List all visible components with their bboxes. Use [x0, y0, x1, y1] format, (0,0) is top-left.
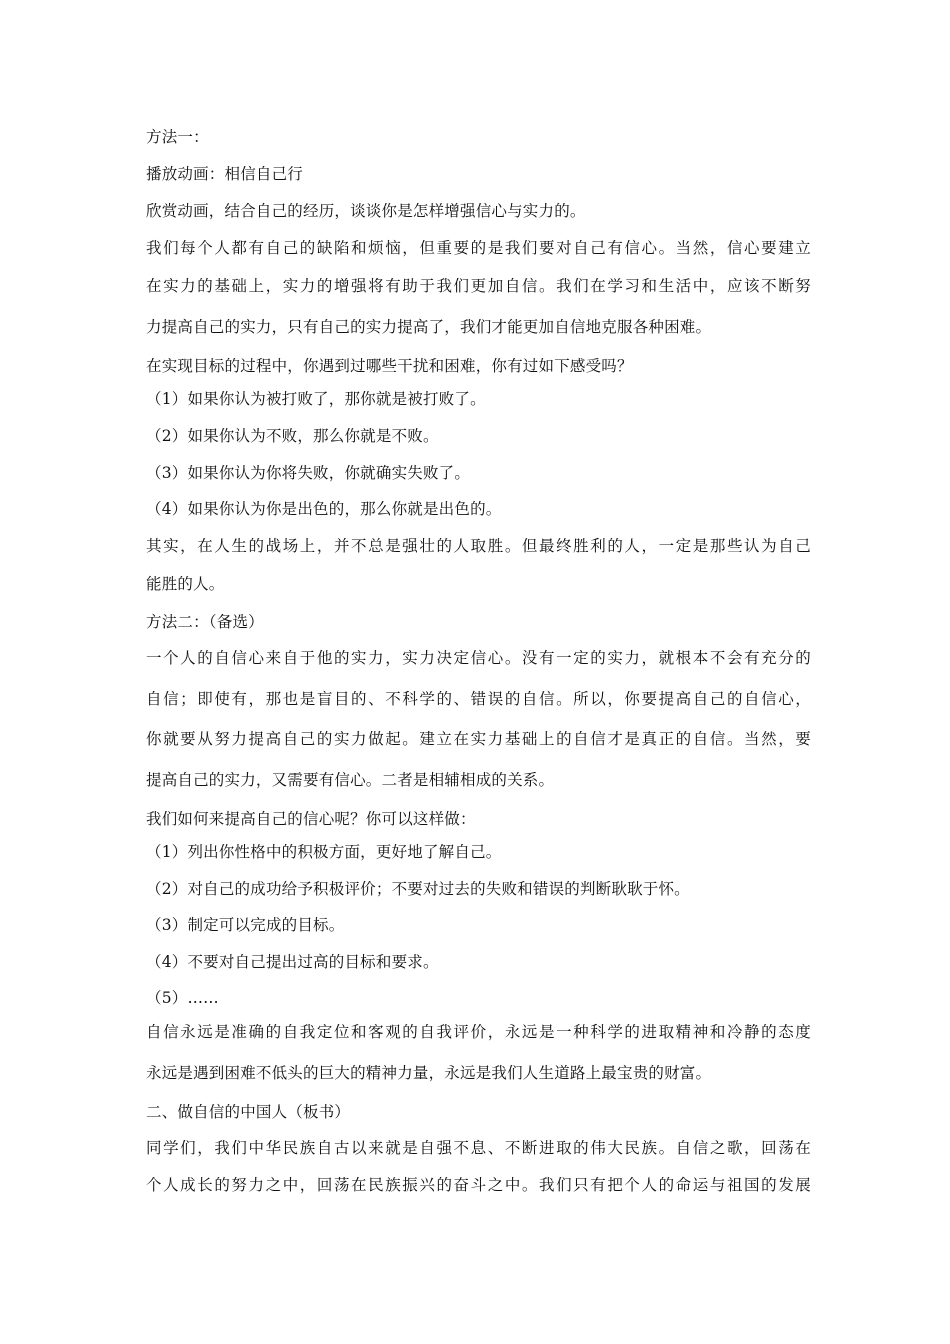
list-item: （3）制定可以完成的目标。	[146, 916, 345, 934]
text-line: 个人成长的努力之中，回荡在民族振兴的奋斗之中。我们只有把个人的命运与祖国的发展	[146, 1176, 811, 1194]
text-line: 自信永远是准确的自我定位和客观的自我评价，永远是一种科学的进取精神和冷静的态度	[146, 1023, 811, 1041]
list-item: （2）如果你认为不败，那么你就是不败。	[146, 427, 439, 445]
text-line: 力提高自己的实力，只有自己的实力提高了，我们才能更加自信地克服各种困难。	[146, 318, 712, 336]
list-item: （4）不要对自己提出过高的目标和要求。	[146, 953, 439, 971]
heading-method-two: 方法二：（备选）	[146, 613, 264, 631]
list-item: （1）列出你性格中的积极方面，更好地了解自己。	[146, 843, 502, 861]
heading-section-two: 二、做自信的中国人（板书）	[146, 1103, 351, 1121]
text-line: 在实现目标的过程中，你遇到过哪些干扰和困难，你有过如下感受吗？	[146, 357, 633, 375]
list-item: （3）如果你认为你将失败，你就确实失败了。	[146, 464, 471, 482]
text-line: 我们如何来提高自己的信心呢？你可以这样做：	[146, 810, 476, 828]
text-line: 你就要从努力提高自己的实力做起。建立在实力基础上的自信才是真正的自信。当然，要	[146, 730, 811, 748]
heading-method-one: 方法一：	[146, 128, 209, 146]
list-item: （4）如果你认为你是出色的，那么你就是出色的。	[146, 500, 502, 518]
text-line: 永远是遇到困难不低头的巨大的精神力量，永远是我们人生道路上最宝贵的财富。	[146, 1064, 712, 1082]
text-line: 我们每个人都有自己的缺陷和烦恼，但重要的是我们要对自己有信心。当然，信心要建立	[146, 239, 811, 257]
list-item: （2）对自己的成功给予积极评价；不要对过去的失败和错误的判断耿耿于怀。	[146, 880, 690, 898]
list-item: （5）……	[146, 989, 219, 1007]
text-line: 同学们，我们中华民族自古以来就是自强不息、不断进取的伟大民族。自信之歌，回荡在	[146, 1139, 811, 1157]
text-line: 其实，在人生的战场上，并不总是强壮的人取胜。但最终胜利的人，一定是那些认为自己	[146, 537, 811, 555]
text-line: 提高自己的实力，又需要有信心。二者是相辅相成的关系。	[146, 771, 555, 789]
text-line: 欣赏动画，结合自己的经历，谈谈你是怎样增强信心与实力的。	[146, 202, 586, 220]
list-item: （1）如果你认为被打败了，那你就是被打败了。	[146, 390, 486, 408]
text-line: 能胜的人。	[146, 575, 225, 593]
text-line: 在实力的基础上，实力的增强将有助于我们更加自信。我们在学习和生活中，应该不断努	[146, 277, 811, 295]
text-line: 播放动画：相信自己行	[146, 165, 304, 183]
text-line: 自信；即使有，那也是盲目的、不科学的、错误的自信。所以，你要提高自己的自信心，	[146, 690, 811, 708]
text-line: 一个人的自信心来自于他的实力，实力决定信心。没有一定的实力，就根本不会有充分的	[146, 649, 811, 667]
